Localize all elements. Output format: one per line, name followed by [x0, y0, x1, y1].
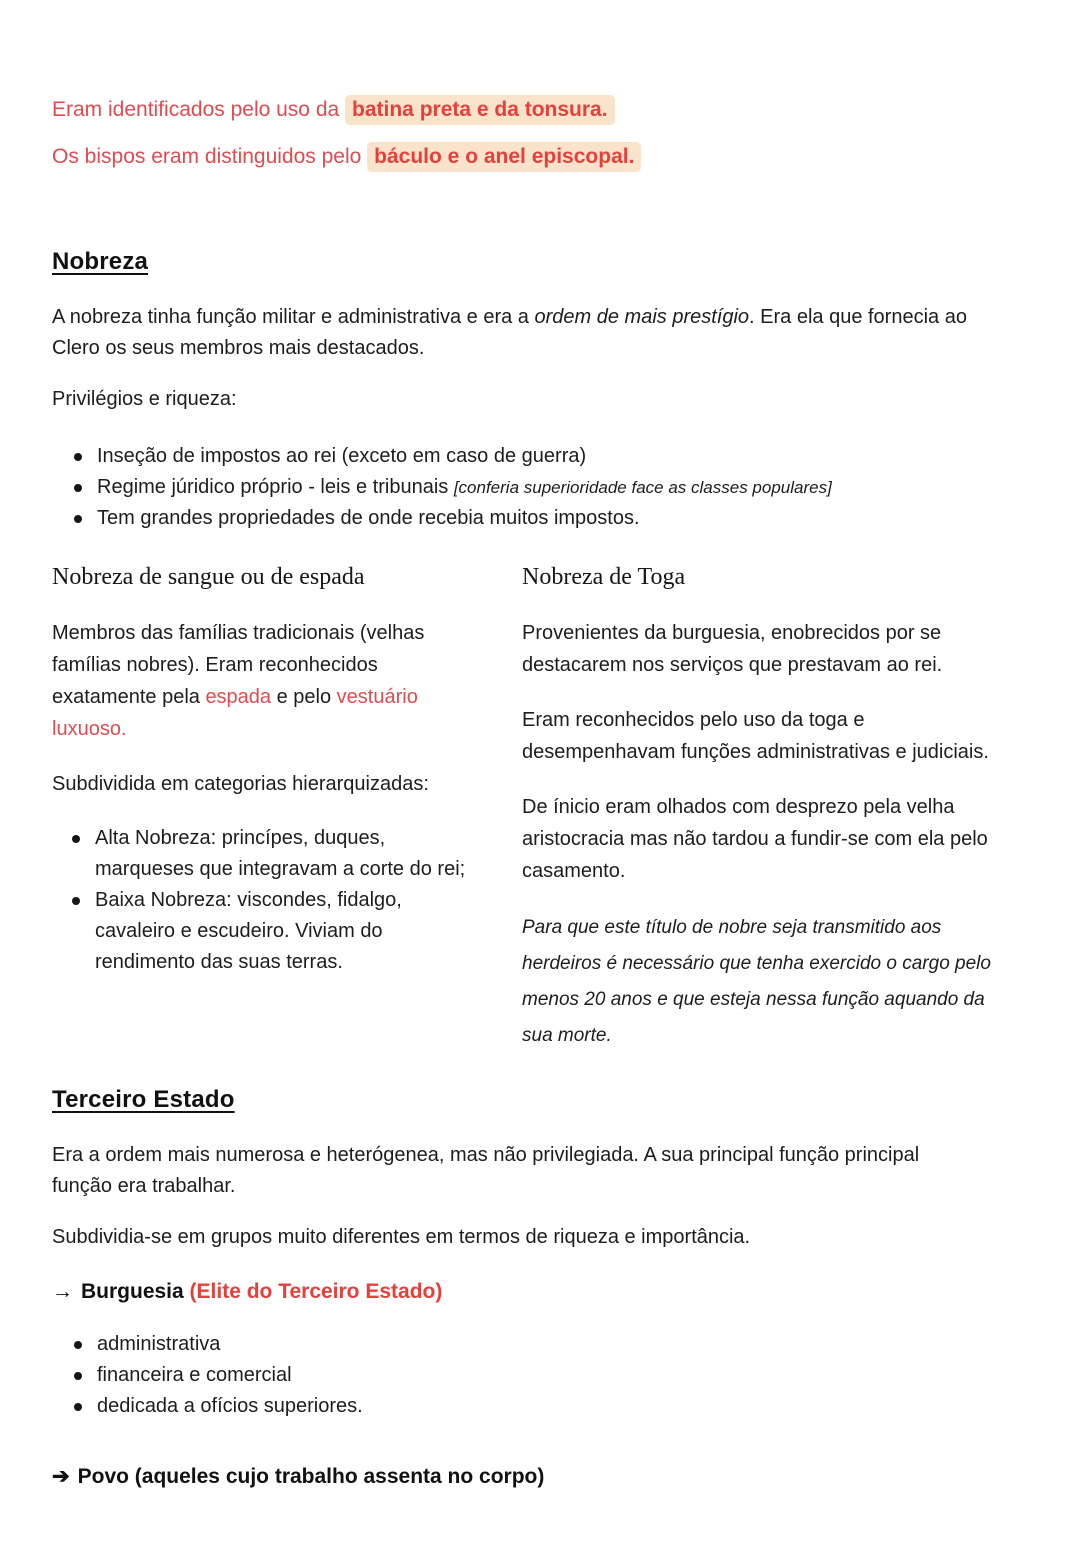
column-nobreza-espada	[52, 564, 484, 1054]
column-right-title: Nobreza de Toga	[522, 564, 686, 590]
column-left-red1: espada	[205, 686, 272, 708]
list-item	[74, 1360, 1030, 1391]
arrow-icon: →	[52, 1280, 73, 1303]
list-item	[74, 472, 1030, 503]
terceiro-paragraph-2: Subdividia-se em grupos muito diferentes em termos de riqueza e importância.	[52, 1226, 751, 1248]
category-text: Alta Nobreza: princípes, duques, marqueses que integravam a corte do rei;	[95, 827, 466, 880]
privileges-list	[52, 441, 1030, 534]
intro-line-1-text: Eram identificados pelo uso da	[52, 98, 346, 121]
burguesia-item-text: administrativa	[97, 1333, 221, 1355]
privilege-text-main: Regime júridico próprio - leis e tribunais	[97, 476, 454, 498]
column-left-red2: vestuário luxuoso.	[52, 686, 418, 740]
privilege-text-main: Tem grandes propriedades de onde recebia muitos impostos.	[97, 507, 640, 529]
column-right-paragraph-4-italic: Para que este título de nobre seja transmitido aos herdeiros é necessário que tenha exercido o cargo pelo menos 20 anos e que esteja nessa função aquando da sua morte.	[522, 917, 991, 1046]
column-nobreza-toga	[522, 564, 1000, 1054]
list-item	[74, 1329, 1030, 1360]
intro-line-2-highlight: báculo e o anel episcopal.	[367, 142, 641, 172]
column-right-paragraph-2: Eram reconhecidos pelo uso da toga e desempenhavam funções administrativas e judiciais.	[522, 709, 989, 763]
bullet-dot	[72, 835, 80, 843]
column-left-paragraph	[52, 617, 484, 745]
nobreza-categories-list	[52, 823, 484, 978]
burguesia-line	[52, 1279, 1030, 1305]
privilege-text-note: [conferia superioridade face as classes populares]	[453, 478, 832, 497]
bullet-dot	[72, 897, 80, 905]
intro-line-1	[52, 97, 1030, 123]
nobreza-paragraph-italic: ordem de mais prestígio	[534, 306, 750, 328]
privilege-text	[97, 503, 640, 534]
povo-label: Povo (aqueles cujo trabalho assenta no corpo)	[77, 1465, 545, 1488]
list-item	[74, 441, 1030, 472]
bullet-dot	[74, 1372, 82, 1380]
arrow-icon: ➔	[52, 1465, 70, 1488]
nobreza-heading: Nobreza	[52, 248, 149, 275]
burguesia-item-text: dedicada a ofícios superiores.	[97, 1395, 363, 1417]
privilege-text-main: Inseção de impostos ao rei (exceto em caso de guerra)	[97, 445, 587, 467]
nobreza-columns	[52, 564, 1030, 1054]
column-right-paragraph-3: De ínicio eram olhados com desprezo pela velha aristocracia mas não tardou a fundir-se com ela pelo casamento.	[522, 796, 988, 882]
list-item	[72, 885, 484, 978]
terceiro-estado-heading: Terceiro Estado	[52, 1086, 235, 1113]
bullet-dot	[74, 515, 82, 523]
privilege-text	[97, 472, 832, 503]
intro-line-2	[52, 144, 1030, 170]
column-right-paragraph-1: Provenientes da burguesia, enobrecidos por se destacarem nos serviços que prestavam ao rei.	[522, 622, 943, 676]
bullet-dot	[74, 1403, 82, 1411]
intro-line-2-text: Os bispos eram distinguidos pelo	[52, 145, 368, 168]
burguesia-label: Burguesia	[81, 1280, 190, 1303]
burguesia-item-text: financeira e comercial	[97, 1364, 292, 1386]
terceiro-paragraph-1: Era a ordem mais numerosa e heterógenea, mas não privilegiada. A sua principal função principal função era trabalhar.	[52, 1144, 920, 1197]
list-item	[74, 1391, 1030, 1422]
intro-line-1-highlight: batina preta e da tonsura.	[345, 95, 615, 125]
category-text: Baixa Nobreza: viscondes, fidalgo, cavaleiro e escudeiro. Viviam do rendimento das suas terras.	[95, 889, 402, 973]
povo-line	[52, 1464, 1030, 1490]
nobreza-paragraph-part1: A nobreza tinha função militar e administrativa e era a	[52, 306, 535, 328]
privileges-label: Privilégios e riqueza:	[52, 388, 237, 410]
nobreza-paragraph	[52, 302, 992, 364]
column-left-paragraph-part1: Membros das famílias tradicionais (velhas famílias nobres). Eram reconhecidos exatamente pela	[52, 622, 425, 708]
bullet-dot	[74, 453, 82, 461]
nobreza-paragraph-part2: . Era ela que fornecia ao Clero os seus membros mais destacados.	[52, 306, 967, 359]
subdivision-label: Subdividida em categorias hierarquizadas:	[52, 773, 429, 795]
column-left-title: Nobreza de sangue ou de espada	[52, 564, 365, 590]
column-left-paragraph-part2: e pelo	[271, 686, 337, 708]
privilege-text	[97, 441, 586, 472]
bullet-dot	[74, 484, 82, 492]
bullet-dot	[74, 1341, 82, 1349]
burguesia-list	[52, 1329, 1030, 1422]
list-item	[72, 823, 484, 885]
burguesia-red-note: (Elite do Terceiro Estado)	[189, 1280, 443, 1303]
list-item	[74, 503, 1030, 534]
